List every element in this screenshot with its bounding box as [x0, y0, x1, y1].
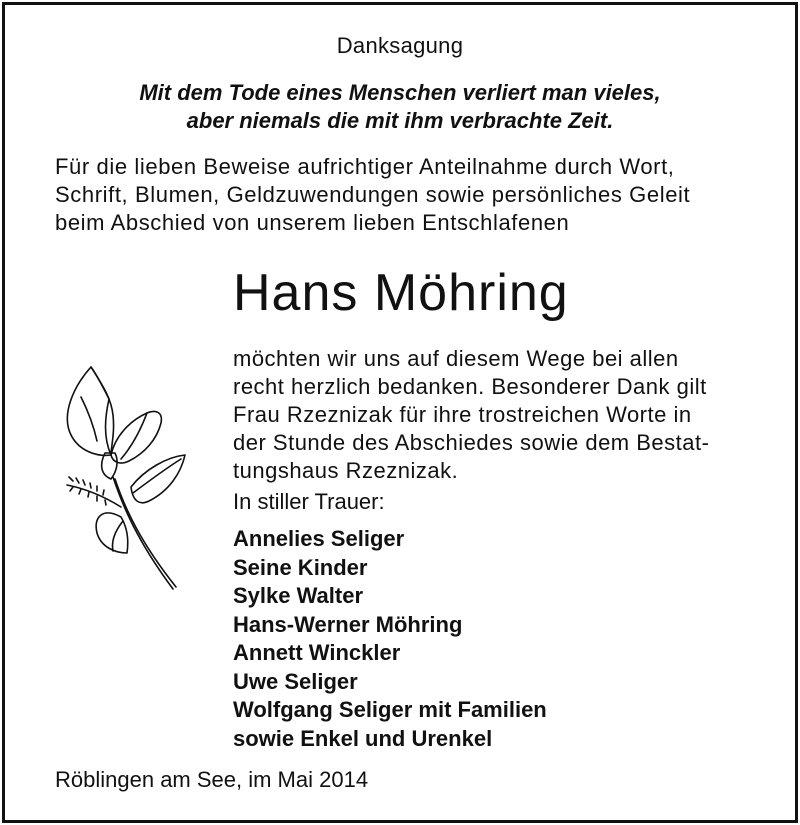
mourner-name: Annelies Seliger	[233, 526, 405, 551]
thanks-line: tungshaus Rzeznizak.	[233, 458, 459, 483]
thanks-paragraph	[233, 345, 773, 485]
mourner-name: sowie Enkel und Urenkel	[233, 725, 493, 751]
calla-lily-icon	[53, 357, 193, 597]
intro-line: beim Abschied von unserem lieben Entschlafenen	[55, 210, 570, 235]
mourner-name: Seine Kinder	[233, 554, 368, 580]
intro-paragraph	[55, 153, 775, 237]
mourning-label: In stiller Trauer:	[233, 489, 385, 514]
thanks-line: recht herzlich bedanken. Besonderer Dank gilt	[233, 374, 707, 399]
mourner-name: Annett Winckler	[233, 640, 401, 665]
motto-quote	[5, 79, 795, 135]
intro-line: Für die lieben Beweise aufrichtiger Anteilnahme durch Wort,	[55, 154, 675, 179]
motto-line: Mit dem Tode eines Menschen verliert man vieles,	[139, 80, 661, 105]
notice-frame	[2, 2, 798, 823]
mourner-name: Hans-Werner Möhring	[233, 611, 463, 637]
thanks-line: Frau Rzeznizak für ihre trostreichen Worte in	[233, 402, 692, 427]
thanks-line: der Stunde des Abschiedes sowie dem Bestat-	[233, 430, 710, 455]
motto-line: aber niemals die mit ihm verbrachte Zeit.	[186, 108, 614, 133]
notice-heading: Danksagung	[336, 33, 464, 58]
mourner-name: Wolfgang Seliger mit Familien	[233, 697, 547, 722]
thanks-line: möchten wir uns auf diesem Wege bei allen	[233, 346, 679, 371]
mourner-name: Uwe Seliger	[233, 668, 358, 694]
mourner-name: Sylke Walter	[233, 583, 364, 608]
mourners-list	[233, 525, 547, 753]
place-date: Röblingen am See, im Mai 2014	[55, 767, 369, 792]
intro-line: Schrift, Blumen, Geldzuwendungen sowie persönliches Geleit	[55, 182, 691, 207]
deceased-name: Hans Möhring	[233, 264, 569, 322]
